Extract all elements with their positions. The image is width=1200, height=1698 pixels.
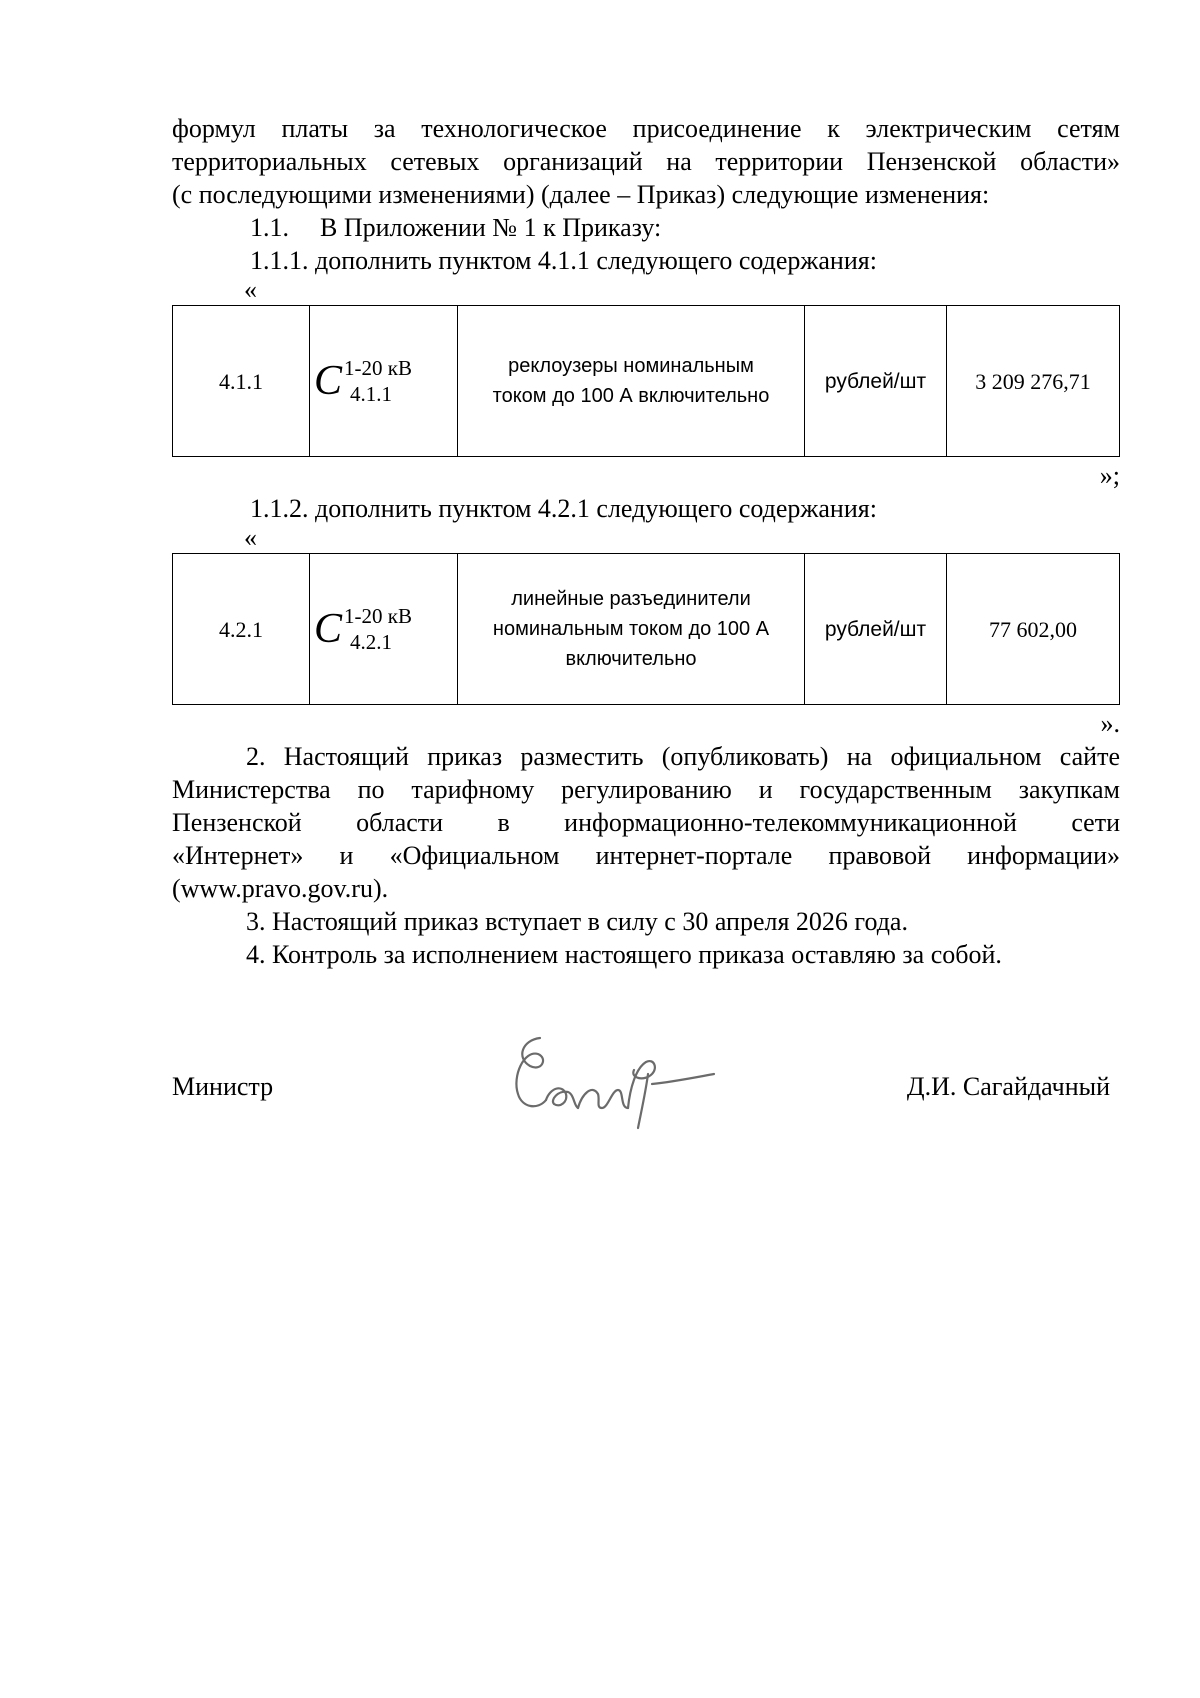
symbol-superscript: 1-20 кВ bbox=[344, 356, 412, 380]
cell-unit: рублей/шт bbox=[805, 554, 947, 705]
quote-open-2: « bbox=[244, 523, 257, 552]
cell-number: 4.1.1 bbox=[173, 306, 310, 457]
handwritten-signature-icon bbox=[502, 1028, 732, 1145]
cell-unit: рублей/шт bbox=[805, 306, 947, 457]
intro-line-3: (с последующими изменениями) (далее – Приказ) следующие изменения: bbox=[172, 180, 990, 209]
quote-open-1: « bbox=[244, 275, 257, 304]
point-3: 3. Настоящий приказ вступает в силу с 30 апреля 2026 года. bbox=[246, 907, 908, 936]
point-2-line-5: (www.pravo.gov.ru). bbox=[172, 874, 389, 903]
point-2-line-4: «Интернет» и «Официальном интернет-портале правовой информации» bbox=[172, 841, 1120, 870]
point-2-line-1: 2. Настоящий приказ разместить (опубликовать) на официальном сайте bbox=[246, 742, 1120, 771]
item-1-1 bbox=[172, 211, 1120, 244]
signature-block bbox=[172, 1050, 1120, 1160]
cell-value: 3 209 276,71 bbox=[947, 306, 1120, 457]
intro-line-1: формул платы за технологическое присоединение к электрическим сетям bbox=[172, 114, 1120, 143]
rate-symbol bbox=[314, 355, 412, 407]
table-row bbox=[173, 554, 1120, 705]
symbol-letter: C bbox=[314, 606, 343, 652]
document-page bbox=[172, 112, 1120, 971]
point-4: 4. Контроль за исполнением настоящего приказа оставляю за собой. bbox=[246, 940, 1002, 969]
description-line-1: реклоузеры номинальным bbox=[508, 355, 754, 377]
description-line-2: номинальным током до 100 А bbox=[492, 618, 770, 640]
cell-description bbox=[458, 554, 805, 705]
quote-close-1: »; bbox=[1099, 461, 1120, 490]
cell-value: 77 602,00 bbox=[947, 554, 1120, 705]
point-2-line-3: Пензенской области в информационно-телекоммуникационной сети bbox=[172, 808, 1120, 837]
table-item-4-2-1 bbox=[172, 553, 1120, 705]
rate-symbol bbox=[314, 603, 412, 655]
cell-symbol bbox=[310, 306, 458, 457]
symbol-letter: C bbox=[314, 358, 343, 404]
signer-position: Министр bbox=[172, 1072, 274, 1101]
item-1-1-1: 1.1.1. дополнить пунктом 4.1.1 следующего содержания: bbox=[250, 246, 877, 275]
intro-line-2: территориальных сетевых организаций на территории Пензенской области» bbox=[172, 147, 1120, 176]
item-1-1-number: 1.1. bbox=[250, 213, 289, 242]
cell-symbol bbox=[310, 554, 458, 705]
description-line-1: линейные разъединители bbox=[511, 588, 751, 610]
point-2-line-2: Министерства по тарифному регулированию и государственным закупкам bbox=[172, 775, 1120, 804]
signer-name: Д.И. Сагайдачный bbox=[906, 1072, 1110, 1101]
table-row bbox=[173, 306, 1120, 457]
item-1-1-text: В Приложении № 1 к Приказу: bbox=[320, 213, 662, 242]
item-1-1-2: 1.1.2. дополнить пунктом 4.2.1 следующего содержания: bbox=[250, 494, 877, 523]
symbol-superscript: 1-20 кВ bbox=[344, 604, 412, 628]
quote-close-2: ». bbox=[1100, 709, 1120, 738]
table-item-4-1-1 bbox=[172, 305, 1120, 457]
symbol-subscript: 4.2.1 bbox=[350, 630, 393, 654]
cell-description bbox=[458, 306, 805, 457]
cell-number: 4.2.1 bbox=[173, 554, 310, 705]
symbol-subscript: 4.1.1 bbox=[350, 382, 393, 406]
description-line-2: током до 100 А включительно bbox=[492, 385, 770, 407]
description-line-3: включительно bbox=[565, 648, 697, 670]
